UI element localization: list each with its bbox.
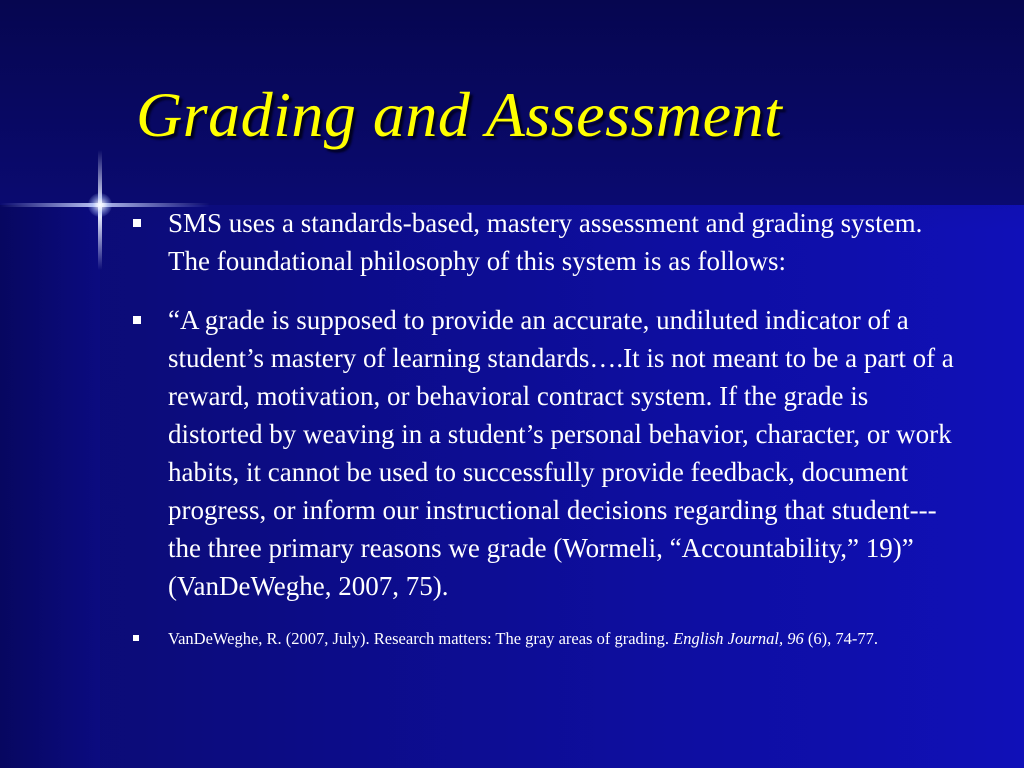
citation-item bbox=[128, 626, 958, 651]
citation-journal: English Journal, 96 bbox=[673, 629, 804, 648]
slide-content bbox=[128, 204, 958, 672]
slide-title: Grading and Assessment bbox=[136, 79, 783, 150]
square-bullet-icon bbox=[133, 219, 141, 227]
citation-suffix: (6), 74-77. bbox=[803, 629, 878, 648]
bullet-item bbox=[128, 204, 958, 280]
left-band bbox=[0, 205, 100, 768]
square-bullet-icon bbox=[133, 316, 141, 324]
bullet-text: SMS uses a standards-based, mastery assessment and grading system. The foundational philosophy of this system is as follows: bbox=[168, 208, 923, 276]
light-flare-glow bbox=[88, 193, 112, 217]
bullet-item bbox=[128, 301, 958, 605]
bullet-text: “A grade is supposed to provide an accurate, undiluted indicator of a student’s mastery of learning standards….It is not meant to be a part of a reward, motivation, or behavioral contract system. If the grade is distorted by weaving in a student’s personal behavior, character, or work habits, it cannot be used to successfully provide feedback, document progress, or inform our instructional decisions regarding that student---the three primary reasons we grade (Wormeli, “Accountability,” 19)” (VanDeWeghe, 2007, 75). bbox=[168, 305, 954, 601]
square-bullet-icon bbox=[133, 635, 139, 641]
citation-prefix: VanDeWeghe, R. (2007, July). Research matters: The gray areas of grading. bbox=[168, 629, 674, 648]
